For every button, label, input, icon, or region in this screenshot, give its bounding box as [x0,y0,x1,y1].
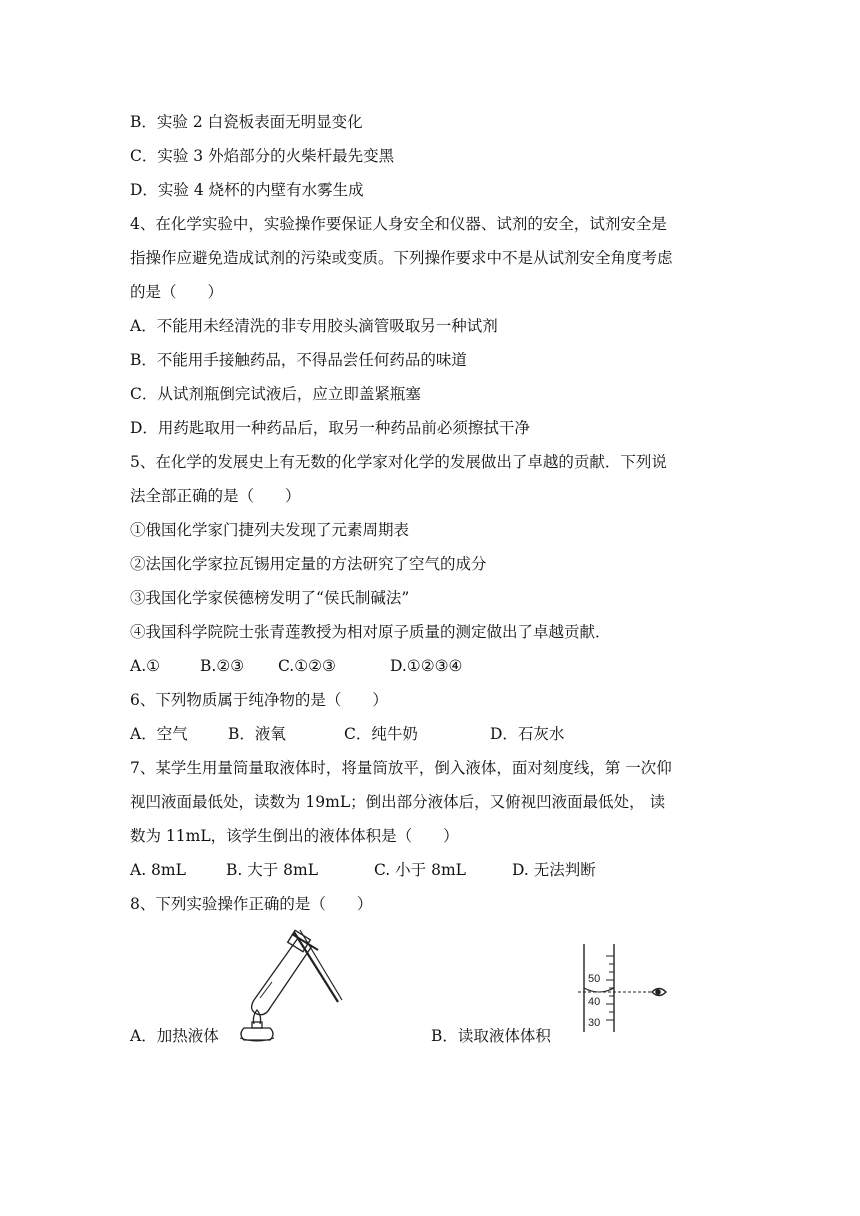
tick-label-40: 40 [588,996,601,1008]
option-6a: A．空气 [130,725,188,743]
question-7-line-1: 7、某学生用量筒量取液体时，将量筒放平，倒入液体，面对刻度线，第 一次仰 [130,759,672,777]
option-6b: B．液氧 [228,725,286,743]
option-5d: D.①②③④ [390,657,463,675]
option-5a: A.① [130,657,161,675]
options-7 [130,860,596,880]
tick-label-50: 50 [588,973,601,985]
graduated-cylinder-figure [578,942,674,1034]
option-8b: B．读取液体体积 [431,1027,551,1045]
option-6d: D．石灰水 [490,725,565,743]
option-5c: C.①②③ [278,657,336,675]
option-4c: C．从试剂瓶倒完试液后，应立即盖紧瓶塞 [130,385,421,403]
option-8a: A．加热液体 [130,1027,219,1045]
option-7a: A. 8mL [130,861,186,879]
heating-liquid-figure [232,928,346,1044]
statement-5-2: ②法国化学家拉瓦锡用定量的方法研究了空气的成分 [130,555,487,573]
question-5-line-2: 法全部正确的是（ ） [130,487,301,505]
question-8: 8、下列实验操作正确的是（ ） [130,895,373,913]
option-3c: C．实验 3 外焰部分的火柴杆最先变黑 [130,147,395,165]
option-5b: B.②③ [200,657,245,675]
question-6: 6、下列物质属于纯净物的是（ ） [130,691,388,709]
option-4a: A．不能用未经清洗的非专用胶头滴管吸取另一种试剂 [130,317,498,335]
question-4-line-3: 的是（ ） [130,283,224,301]
options-6 [130,724,564,744]
option-4b: B．不能用手接触药品，不得品尝任何药品的味道 [130,351,467,369]
option-6c: C．纯牛奶 [344,725,418,743]
option-7c: C. 小于 8mL [374,861,466,879]
tick-label-30: 30 [588,1017,601,1029]
option-3b: B．实验 2 白瓷板表面无明显变化 [130,113,363,131]
option-3d: D．实验 4 烧杯的内壁有水雾生成 [130,181,364,199]
question-4-line-1: 4、在化学实验中，实验操作要保证人身安全和仪器、试剂的安全，试剂安全是 [130,215,667,233]
option-7b: B. 大于 8mL [226,861,319,879]
statement-5-4: ④我国科学院院士张青莲教授为相对原子质量的测定做出了卓越贡献． [130,623,611,641]
options-5 [130,656,462,676]
option-7d: D. 无法判断 [512,861,596,879]
question-5-line-1: 5、在化学的发展史上有无数的化学家对化学的发展做出了卓越的贡献．下列说 [130,453,667,471]
question-7-line-3: 数为 11mL，该学生倒出的液体体积是（ ） [130,827,459,845]
option-4d: D．用药匙取用一种药品后，取另一种药品前必须擦拭干净 [130,419,530,437]
question-4-line-2: 指操作应避免造成试剂的污染或变质。下列操作要求中不是从试剂安全角度考虑 [130,249,673,267]
question-7-line-2: 视凹液面最低处，读数为 19mL；倒出部分液体后，又俯视凹液面最低处， 读 [130,793,666,811]
statement-5-3: ③我国化学家侯德榜发明了“侯氏制碱法” [130,589,410,607]
statement-5-1: ①俄国化学家门捷列夫发现了元素周期表 [130,521,410,539]
